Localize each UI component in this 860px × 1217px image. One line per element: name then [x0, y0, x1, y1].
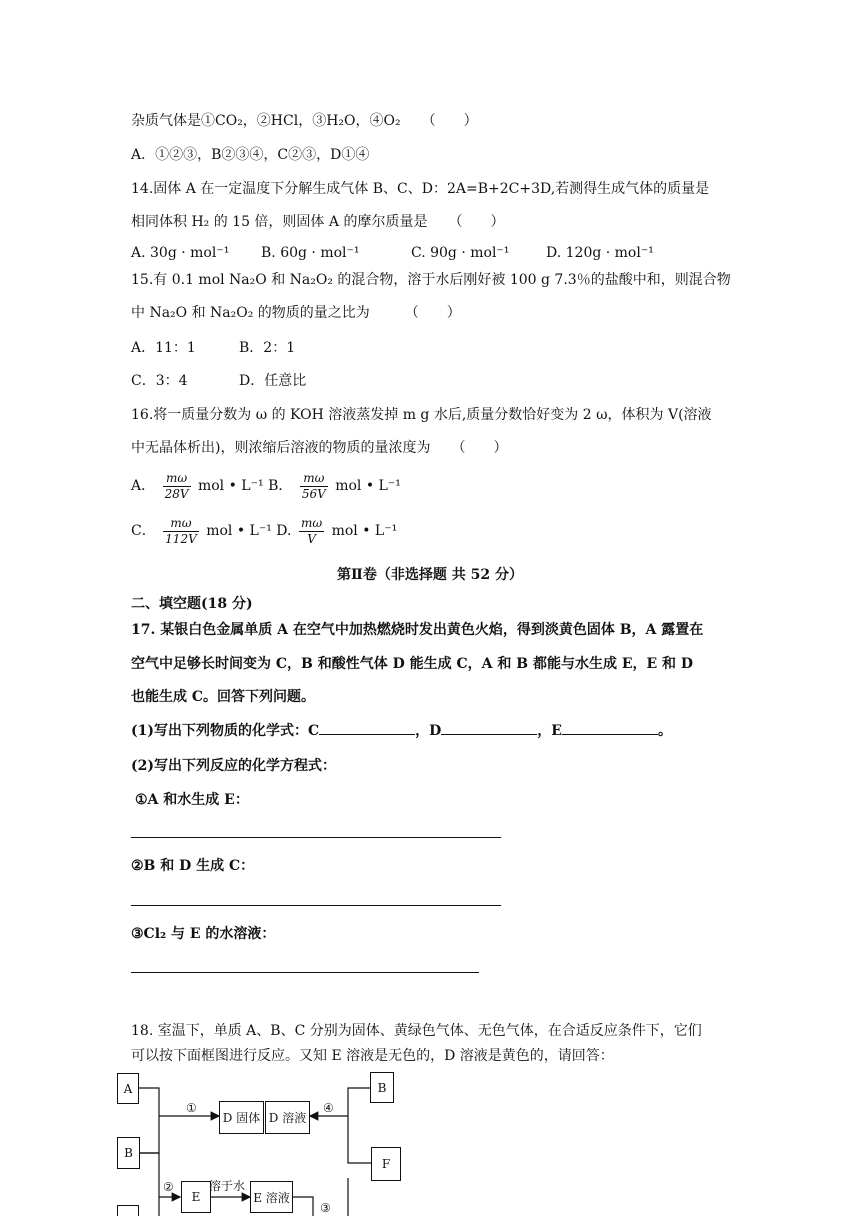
q14-line2: 相同体积 H₂ 的 15 倍，则固体 A 的摩尔质量是 （ ） — [131, 214, 505, 230]
fraction-b: $\frac{m\omega}{56V}$ — [301, 470, 326, 501]
step-2-label: ② — [163, 1180, 174, 1194]
q14-option-b: B. 60g · mol⁻¹ — [261, 245, 360, 261]
answer-line-2[interactable] — [131, 905, 501, 906]
q16-line2: 中无晶体析出)，则浓缩后溶液的物质的量浓度为 （ ） — [131, 440, 508, 456]
answer-blank-e[interactable] — [562, 733, 658, 735]
q18-line1: 18. 室温下，单质 A、B、C 分别为固体、黄绿色气体、无色气体，在合适反应条件下，它们 — [131, 1023, 702, 1039]
step-4-label: ④ — [323, 1101, 334, 1115]
fraction-c: $\frac{m\omega}{112V}$ — [165, 515, 197, 546]
section-title: 第Ⅱ卷（非选择题 共 52 分） — [337, 567, 523, 583]
q15-option-b: B．2：1 — [239, 340, 296, 356]
q17-line1: 17. 某银白色金属单质 A 在空气中加热燃烧时发出黄色火焰，得到淡黄色固体 B，A 露置在 — [131, 622, 704, 638]
step-1-label: ① — [186, 1101, 197, 1115]
dissolve-label: 溶于水 — [209, 1179, 246, 1193]
q17-line2: 空气中足够长时间变为 C，B 和酸性气体 D 能生成 C，A 和 B 都能与水生成 E，E 和 D — [131, 656, 694, 672]
q14-line1: 14.固体 A 在一定温度下分解生成气体 B、C、D：2A=B+2C+3D,若测得生成气体的质量是 — [131, 181, 710, 197]
q16-options-ab: A． $\frac{m\omega}{28V}$ mol • L⁻¹ B． $\frac{m\omega}{56V}$ mol • L⁻¹ — [131, 470, 401, 501]
box-b-left: B — [117, 1137, 140, 1169]
q15-option-c: C．3：4 — [131, 373, 188, 389]
q17-reaction2: ②B 和 D 生成 C： — [131, 858, 255, 874]
box-a: A — [117, 1073, 139, 1104]
q17-part2: (2)写出下列反应的化学方程式： — [131, 758, 336, 774]
q17-line3: 也能生成 C。回答下列问题。 — [131, 689, 316, 705]
q15-line2: 中 Na₂O 和 Na₂O₂ 的物质的量之比为 （ ） — [131, 305, 461, 321]
q15-option-a: A．11：1 — [131, 340, 196, 356]
q17-reaction1: ①A 和水生成 E： — [135, 792, 249, 808]
box-e-solution: E 溶液 — [250, 1181, 293, 1213]
q18-line2: 可以按下面框图进行反应。又知 E 溶液是无色的，D 溶液是黄色的，请回答： — [131, 1048, 614, 1064]
q15-line1: 15.有 0.1 mol Na₂O 和 Na₂O₂ 的混合物，溶于水后刚好被 100 g 7.3％的盐酸中和，则混合物 — [131, 272, 731, 288]
q14-option-c: C. 90g · mol⁻¹ — [411, 245, 510, 261]
q14-option-d: D. 120g · mol⁻¹ — [546, 245, 654, 261]
q13-options: A．①②③，B②③④，C②③，D①④ — [131, 147, 370, 163]
step-3-label: ③ — [320, 1201, 331, 1215]
box-e: E — [181, 1181, 211, 1213]
fraction-a: $\frac{m\omega}{28V}$ — [164, 470, 189, 501]
q15-option-d: D．任意比 — [239, 373, 307, 389]
q17-part1: (1)写出下列物质的化学式：C ，D ，E 。 — [131, 723, 672, 739]
answer-line-3[interactable] — [131, 972, 479, 973]
answer-line-1[interactable] — [131, 837, 501, 838]
box-d-solution: D 溶液 — [265, 1101, 310, 1134]
fraction-d: $\frac{m\omega}{V}$ — [300, 515, 323, 546]
q17-reaction3: ③Cl₂ 与 E 的水溶液： — [131, 926, 276, 942]
box-d-solid: D 固体 — [219, 1101, 264, 1134]
q16-options-cd: C． $\frac{m\omega}{112V}$ mol • L⁻¹ D. $\frac{m\omega}{V}$ mol • L⁻¹ — [131, 515, 398, 546]
q14-option-a: A. 30g · mol⁻¹ — [131, 245, 230, 261]
section-heading: 二、填空题(18 分) — [131, 596, 253, 612]
answer-blank-d[interactable] — [441, 733, 537, 735]
q13-stem: 杂质气体是①CO₂，②HCl，③H₂O，④O₂ （ ） — [131, 113, 478, 129]
box-b-top: B — [370, 1072, 394, 1103]
answer-blank-c[interactable] — [319, 733, 415, 735]
box-f: F — [371, 1147, 401, 1181]
q16-line1: 16.将一质量分数为 ω 的 KOH 溶液蒸发掉 m g 水后,质量分数恰好变为 2 ω，体积为 V(溶液 — [131, 407, 712, 423]
box-c-partial — [117, 1205, 139, 1216]
